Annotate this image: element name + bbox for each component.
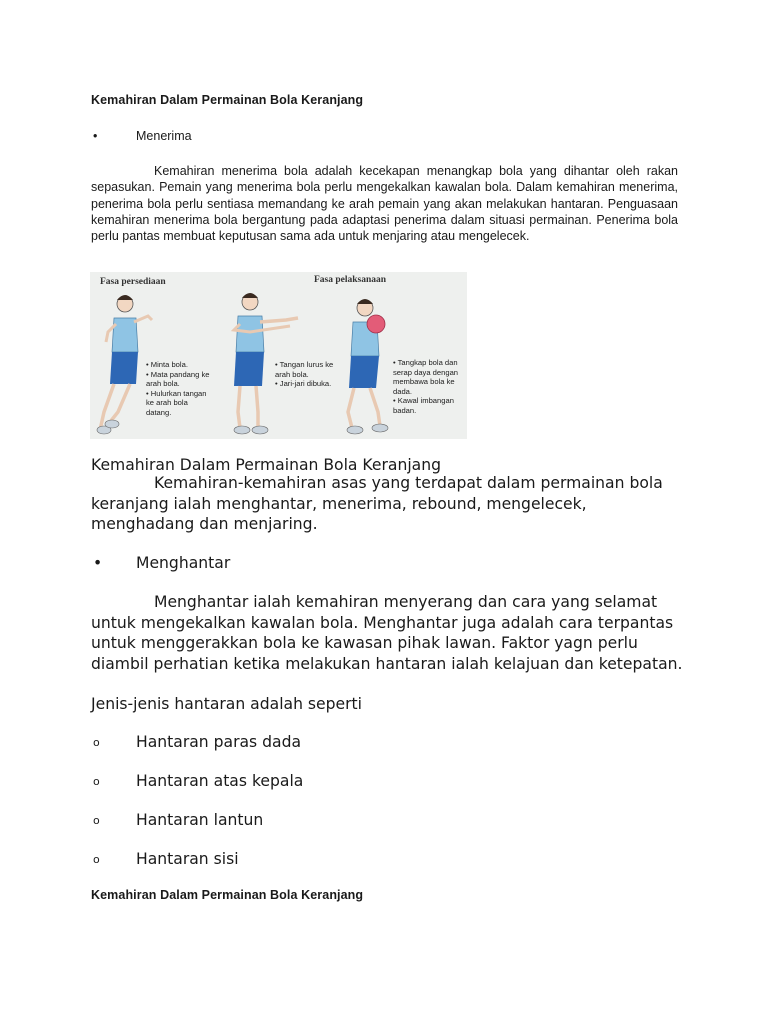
- section2-intro: [91, 473, 678, 535]
- phase2-title: Fasa pelaksanaan: [314, 275, 387, 285]
- type-item: Hantaran paras dada: [136, 733, 302, 751]
- bullet-dot: •: [93, 554, 103, 572]
- circle-bullet-icon: o: [93, 775, 100, 788]
- section2-heading: Kemahiran Dalam Permainan Bola Keranjang: [91, 456, 441, 474]
- bullet-dot: •: [93, 129, 98, 143]
- caption: • Jari-jari dibuka.: [275, 379, 332, 389]
- section2-paragraph: [91, 592, 683, 674]
- fig3-captions: [393, 358, 463, 416]
- type-item: Hantaran atas kepala: [136, 772, 304, 790]
- caption: • Mata pandang ke arah bola.: [146, 369, 210, 389]
- section1-bullet-label: Menerima: [136, 129, 192, 143]
- types-intro: Jenis-jenis hantaran adalah seperti: [91, 695, 362, 713]
- section1-paragraph-text: Kemahiran menerima bola adalah kecekapan menangkap bola yang dihantar oleh rakan sepasukan. Pemain yang menerima bola perlu mengekalkan kawalan bola. Dalam kemahiran menerima, penerima bola perlu sentiasa memandang ke arah pemain yang akan melakukan hantaran. Penguasaan kemahiran menerima bola bergantung pada adaptasi penerima dalam situasi permainan. Penerima bola perlu pantas membuat keputusan sama ada untuk menjaring atau mengelecek.: [91, 164, 678, 244]
- fig1-captions: [146, 360, 214, 418]
- section1-heading: Kemahiran Dalam Permainan Bola Keranjang: [91, 93, 364, 107]
- caption: • Minta bola.: [146, 360, 188, 369]
- circle-bullet-icon: o: [93, 814, 100, 827]
- section2-bullet-label: Menghantar: [136, 554, 231, 572]
- section2-paragraph-text: Menghantar ialah kemahiran menyerang dan cara yang selamat untuk mengekalkan kawalan bola. Menghantar juga adalah cara terpantas untuk menggerakkan bola ke kawasan pihak lawan. Faktor yagn perlu diambil perhatian ketika melakukan hantaran ialah kelajuan dan ketepatan.: [91, 593, 683, 673]
- basketball-icon: [367, 315, 385, 333]
- fig2-captions: [275, 360, 339, 389]
- circle-bullet-icon: o: [93, 736, 100, 749]
- type-item: Hantaran sisi: [136, 850, 239, 868]
- section1-paragraph: [91, 163, 678, 244]
- section3-heading: Kemahiran Dalam Permainan Bola Keranjang: [91, 888, 364, 902]
- receiving-illustration: [90, 272, 467, 439]
- circle-bullet-icon: o: [93, 853, 100, 866]
- caption: • Tangan lurus ke arah bola.: [275, 360, 334, 379]
- caption: • Tangkap bola dan serap daya dengan membawa bola ke dada.: [393, 358, 459, 396]
- phase1-title: Fasa persediaan: [100, 277, 166, 287]
- type-item: Hantaran lantun: [136, 811, 264, 829]
- caption: • Kawal imbangan badan.: [393, 396, 454, 415]
- section2-intro-text: Kemahiran-kemahiran asas yang terdapat dalam permainan bola keranjang ialah menghantar, menerima, rebound, mengelecek, menghadang dan menjaring.: [91, 474, 663, 534]
- caption: • Hulurkan tangan ke arah bola datang.: [146, 388, 207, 417]
